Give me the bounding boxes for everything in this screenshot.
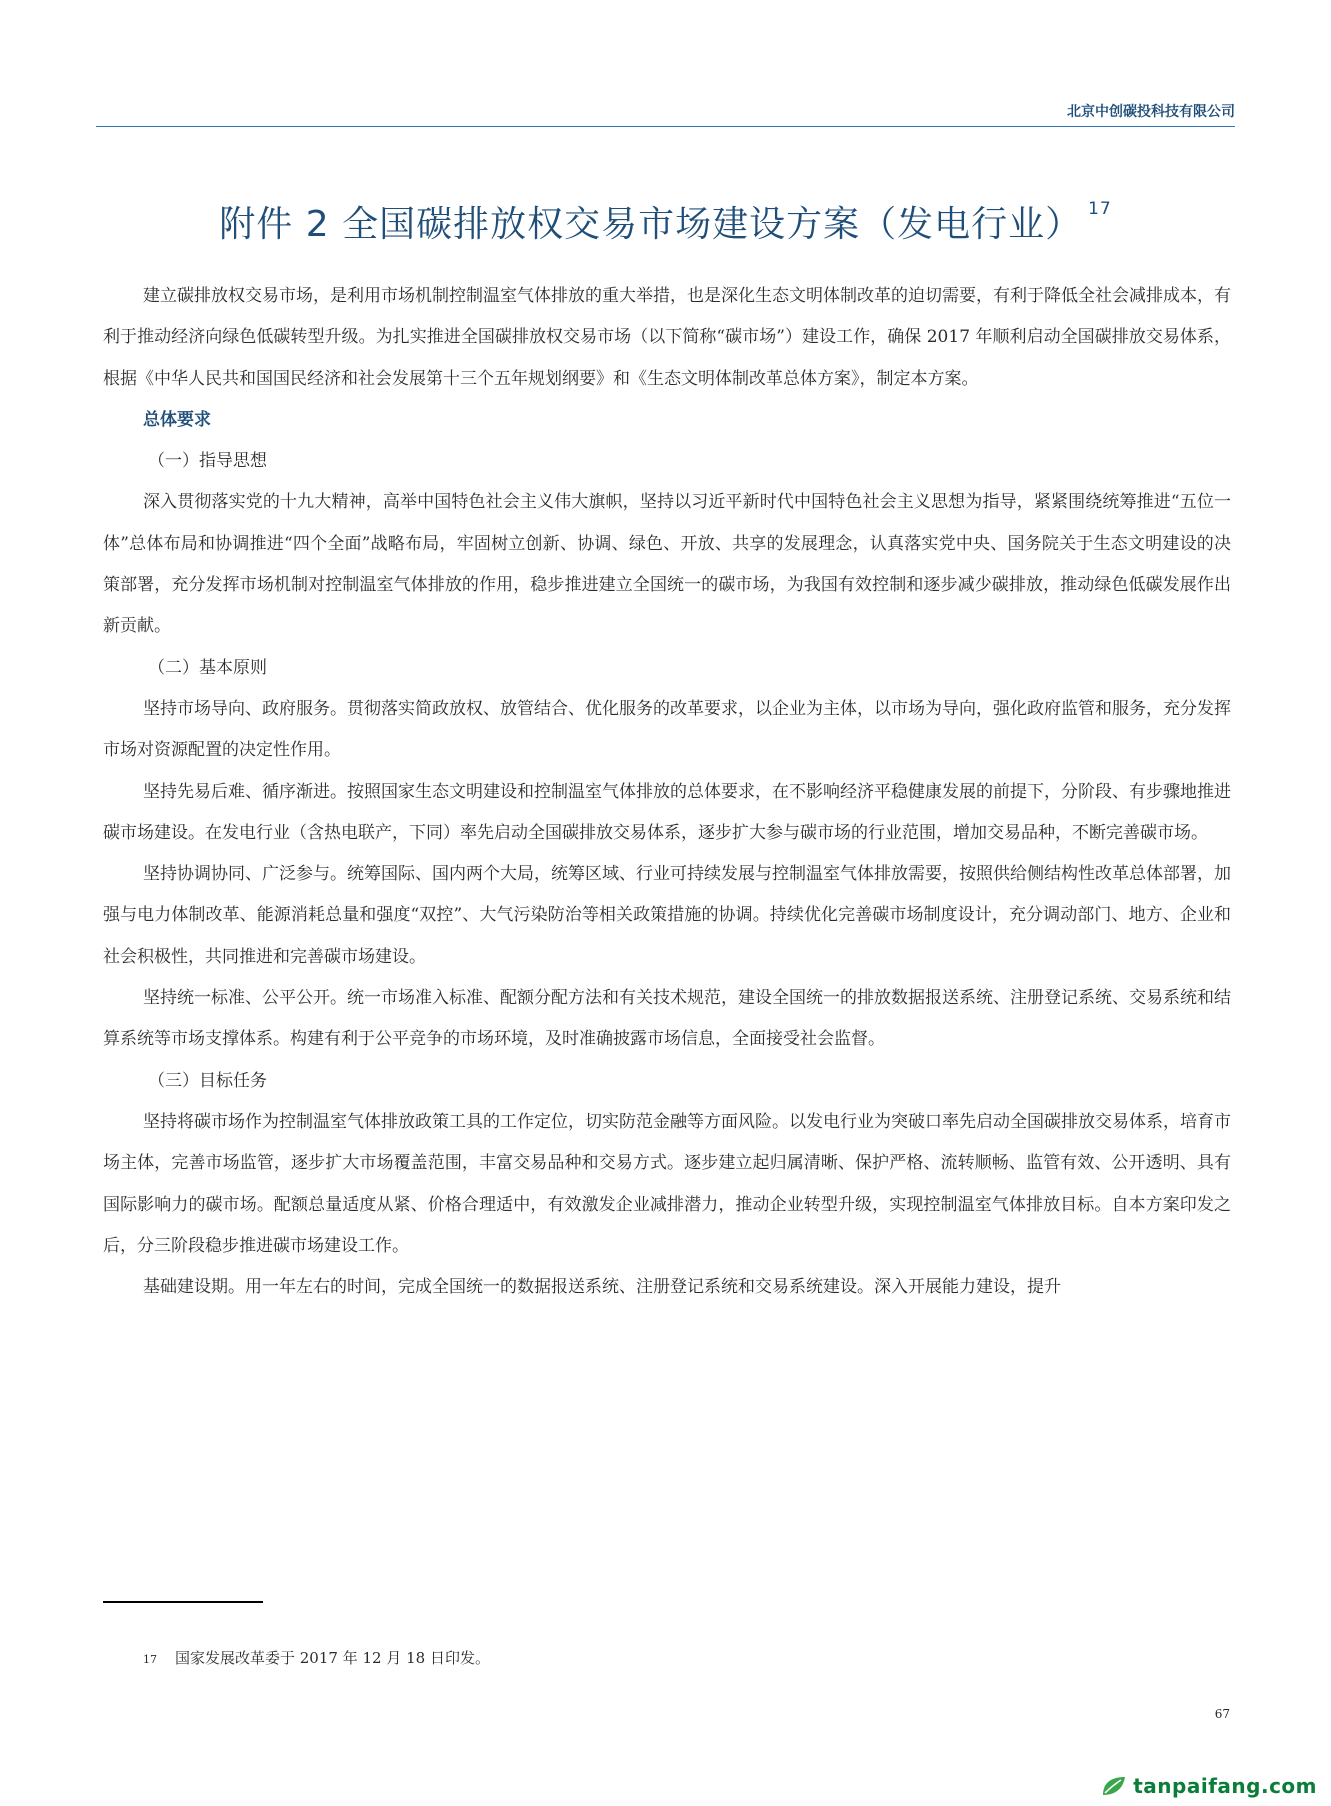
paragraph-principle-standards: 坚持统一标准、公平公开。统一市场准入标准、配额分配方法和有关技术规范，建设全国统一的排放数据报送系统、注册登记系统、交易系统和结算系统等市场支撑体系。构建有利于公平竞争的市场环境，及时准确披露市场信息，全面接受社会监督。 [103,988,1231,1050]
leaf-logo-icon [1101,1775,1127,1797]
paragraph-principle-market: 坚持市场导向、政府服务。贯彻落实简政放权、放管结合、优化服务的改革要求，以企业为主体，以市场为导向，强化政府监管和服务，充分发挥市场对资源配置的决定性作用。 [103,698,1231,761]
header-company-name: 北京中创碳投科技有限公司 [1067,104,1235,120]
paragraph-intro: 建立碳排放权交易市场，是利用市场机制控制温室气体排放的重大举措，也是深化生态文明体制改革的迫切需要，有利于降低全社会减排成本，有利于推动经济向绿色低碳转型升级。为扎实推进全国碳排放权交易市场（以下简称“碳市场”）建设工作，确保 2017 年顺利启动全国碳排放交易体系，根据《中华人民共和国国民经济和社会发展第十三个五年规划纲要》和《生态文明体制改革总体方案》，制定本方案。 [103,286,1231,389]
page-title [0,196,1331,247]
footnote-number: 17 [143,1653,157,1666]
paragraph-guiding-ideology: 深入贯彻落实党的十九大精神，高举中国特色社会主义伟大旗帜，坚持以习近平新时代中国特色社会主义思想为指导，紧紧围绕统筹推进“五位一体”总体布局和协调推进“四个全面”战略布局，牢固树立创新、协调、绿色、开放、共享的发展理念，认真落实党中央、国务院关于生态文明建设的决策部署，充分发挥市场机制对控制温室气体排放的作用，稳步推进建立全国统一的碳市场，为我国有效控制和逐步减少碳排放，推动绿色低碳发展作出新贡献。 [103,492,1231,637]
paragraph-goals-tasks: 坚持将碳市场作为控制温室气体排放政策工具的工作定位，切实防范金融等方面风险。以发电行业为突破口率先启动全国碳排放交易体系，培育市场主体，完善市场监管，逐步扩大市场覆盖范围，丰富交易品种和交易方式。逐步建立起归属清晰、保护严格、流转顺畅、监管有效、公开透明、具有国际影响力的碳市场。配额总量适度从紧、价格合理适中，有效激发企业减排潜力，推动企业转型升级，实现控制温室气体排放目标。自本方案印发之后，分三阶段稳步推进碳市场建设工作。 [103,1111,1231,1256]
title-footnote-mark: 17 [1088,199,1112,219]
subheading-goals-tasks: （三）目标任务 [148,1070,267,1091]
subheading-guiding-ideology: （一）指导思想 [148,451,267,472]
document-body [103,276,1231,1308]
footnote [143,1647,490,1668]
footnote-text: 国家发展改革委于 2017 年 12 月 18 日印发。 [175,1649,490,1667]
paragraph-infrastructure-phase: 基础建设期。用一年左右的时间，完成全国统一的数据报送系统、注册登记系统和交易系统建设。深入开展能力建设，提升 [143,1277,1061,1298]
header-divider [96,126,1235,127]
paragraph-principle-gradual: 坚持先易后难、循序渐进。按照国家生态文明建设和控制温室气体排放的总体要求，在不影响经济平稳健康发展的前提下，分阶段、有步骤地推进碳市场建设。在发电行业（含热电联产，下同）率先启动全国碳排放交易体系，逐步扩大参与碳市场的行业范围，增加交易品种，不断完善碳市场。 [103,781,1231,843]
watermark-text: tanpaifang.com [1133,1774,1317,1798]
footnote-divider [103,1601,263,1603]
subheading-basic-principles: （二）基本原则 [148,657,267,678]
section-heading-general-requirements: 总体要求 [143,409,211,430]
watermark [1101,1774,1317,1798]
paragraph-principle-coordination: 坚持协调协同、广泛参与。统筹国际、国内两个大局，统筹区域、行业可持续发展与控制温室气体排放需要，按照供给侧结构性改革总体部署，加强与电力体制改革、能源消耗总量和强度“双控”、大气污染防治等相关政策措施的协调。持续优化完善碳市场制度设计，充分调动部门、地方、企业和社会积极性，共同推进和完善碳市场建设。 [103,864,1231,967]
page-number: 67 [1214,1707,1230,1721]
title-text: 附件 2 全国碳排放权交易市场建设方案（发电行业） [219,204,1083,245]
